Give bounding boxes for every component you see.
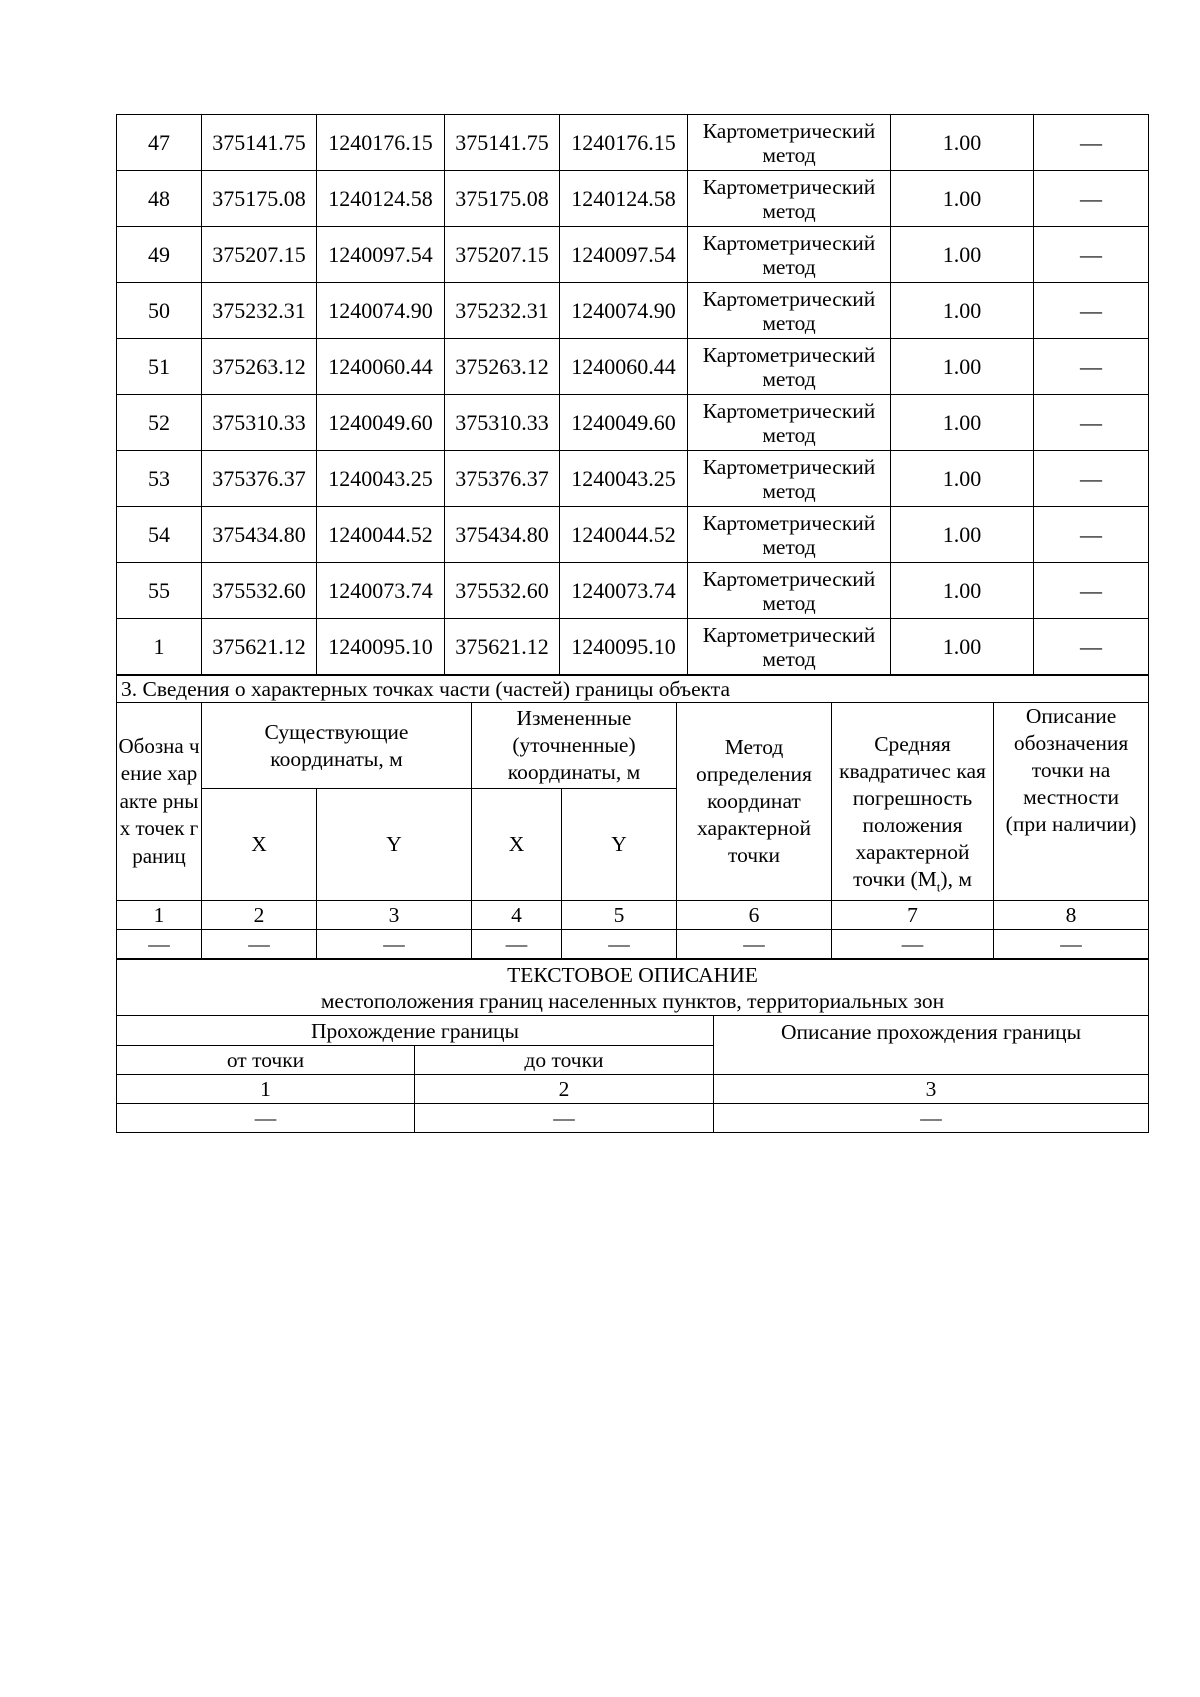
method-cell: Картометрический метод bbox=[688, 619, 891, 675]
existing-y-cell: 1240044.52 bbox=[317, 507, 445, 563]
method-cell: Картометрический метод bbox=[688, 171, 891, 227]
column-number: 1 bbox=[117, 901, 202, 930]
header-description: Описание обозначения точки на местности (при наличии) bbox=[994, 703, 1149, 901]
column-number: 1 bbox=[117, 1075, 415, 1104]
point-number-cell: 55 bbox=[117, 563, 202, 619]
description-cell: — bbox=[1034, 171, 1149, 227]
method-cell: Картометрический метод bbox=[688, 339, 891, 395]
existing-x-cell: 375141.75 bbox=[202, 115, 317, 171]
empty-cell: — bbox=[117, 930, 202, 959]
existing-x-cell: 375376.37 bbox=[202, 451, 317, 507]
empty-cell: — bbox=[832, 930, 994, 959]
changed-x-cell: 375621.12 bbox=[445, 619, 560, 675]
point-number-cell: 51 bbox=[117, 339, 202, 395]
header-accuracy-text: Средняя квадратичес кая погрешность положения характерной точки (M bbox=[839, 731, 986, 891]
column-number: 8 bbox=[994, 901, 1149, 930]
point-number-cell: 52 bbox=[117, 395, 202, 451]
existing-x-cell: 375434.80 bbox=[202, 507, 317, 563]
column-number: 2 bbox=[415, 1075, 714, 1104]
existing-y-cell: 1240176.15 bbox=[317, 115, 445, 171]
accuracy-cell: 1.00 bbox=[891, 115, 1034, 171]
changed-y-cell: 1240073.74 bbox=[560, 563, 688, 619]
accuracy-cell: 1.00 bbox=[891, 283, 1034, 339]
changed-y-cell: 1240097.54 bbox=[560, 227, 688, 283]
changed-x-cell: 375376.37 bbox=[445, 451, 560, 507]
changed-x-cell: 375532.60 bbox=[445, 563, 560, 619]
column-number: 6 bbox=[677, 901, 832, 930]
table-row bbox=[117, 283, 1149, 339]
description-cell: — bbox=[1034, 283, 1149, 339]
changed-y-cell: 1240074.90 bbox=[560, 283, 688, 339]
changed-y-cell: 1240043.25 bbox=[560, 451, 688, 507]
existing-x-cell: 375232.31 bbox=[202, 283, 317, 339]
method-cell: Картометрический метод bbox=[688, 395, 891, 451]
changed-y-cell: 1240060.44 bbox=[560, 339, 688, 395]
existing-x-cell: 375263.12 bbox=[202, 339, 317, 395]
table-row bbox=[117, 395, 1149, 451]
description-cell: — bbox=[1034, 507, 1149, 563]
header-changed-coords: Измененные (уточненные) координаты, м bbox=[472, 703, 677, 789]
changed-y-cell: 1240176.15 bbox=[560, 115, 688, 171]
existing-x-cell: 375621.12 bbox=[202, 619, 317, 675]
header-from-point: от точки bbox=[117, 1046, 415, 1075]
method-cell: Картометрический метод bbox=[688, 451, 891, 507]
changed-x-cell: 375141.75 bbox=[445, 115, 560, 171]
column-number: 2 bbox=[202, 901, 317, 930]
existing-y-cell: 1240095.10 bbox=[317, 619, 445, 675]
point-number-cell: 1 bbox=[117, 619, 202, 675]
point-number-cell: 50 bbox=[117, 283, 202, 339]
text-description-heading bbox=[117, 960, 1149, 1016]
accuracy-cell: 1.00 bbox=[891, 563, 1034, 619]
text-description-title: ТЕКСТОВОЕ ОПИСАНИЕ bbox=[507, 962, 758, 987]
header-accuracy bbox=[832, 703, 994, 901]
header-changed-x: X bbox=[472, 789, 562, 901]
existing-y-cell: 1240097.54 bbox=[317, 227, 445, 283]
header-existing-y: Y bbox=[317, 789, 472, 901]
accuracy-cell: 1.00 bbox=[891, 339, 1034, 395]
header-designation: Обозна чение характе рных точек границ bbox=[117, 703, 202, 901]
accuracy-cell: 1.00 bbox=[891, 619, 1034, 675]
column-number: 3 bbox=[317, 901, 472, 930]
table-row bbox=[117, 171, 1149, 227]
accuracy-cell: 1.00 bbox=[891, 171, 1034, 227]
empty-cell: — bbox=[117, 1104, 415, 1133]
changed-x-cell: 375310.33 bbox=[445, 395, 560, 451]
existing-y-cell: 1240074.90 bbox=[317, 283, 445, 339]
text-description-subtitle: местоположения границ населенных пунктов, территориальных зон bbox=[320, 988, 945, 1013]
changed-y-cell: 1240124.58 bbox=[560, 171, 688, 227]
accuracy-cell: 1.00 bbox=[891, 451, 1034, 507]
point-number-cell: 47 bbox=[117, 115, 202, 171]
changed-x-cell: 375207.15 bbox=[445, 227, 560, 283]
description-cell: — bbox=[1034, 395, 1149, 451]
changed-y-cell: 1240095.10 bbox=[560, 619, 688, 675]
column-number: 7 bbox=[832, 901, 994, 930]
method-cell: Картометрический метод bbox=[688, 115, 891, 171]
empty-cell: — bbox=[677, 930, 832, 959]
description-cell: — bbox=[1034, 115, 1149, 171]
table-row bbox=[117, 619, 1149, 675]
method-cell: Картометрический метод bbox=[688, 283, 891, 339]
section3-title: 3. Сведения о характерных точках части (частей) границы объекта bbox=[117, 676, 1149, 703]
accuracy-cell: 1.00 bbox=[891, 507, 1034, 563]
table-row bbox=[117, 227, 1149, 283]
empty-cell: — bbox=[472, 930, 562, 959]
point-number-cell: 49 bbox=[117, 227, 202, 283]
existing-x-cell: 375532.60 bbox=[202, 563, 317, 619]
header-passage-description: Описание прохождения границы bbox=[714, 1016, 1149, 1075]
section3-table bbox=[116, 675, 1149, 959]
point-number-cell: 54 bbox=[117, 507, 202, 563]
accuracy-cell: 1.00 bbox=[891, 395, 1034, 451]
column-number: 3 bbox=[714, 1075, 1149, 1104]
changed-x-cell: 375175.08 bbox=[445, 171, 560, 227]
table-row bbox=[117, 451, 1149, 507]
description-cell: — bbox=[1034, 619, 1149, 675]
description-cell: — bbox=[1034, 227, 1149, 283]
point-number-cell: 53 bbox=[117, 451, 202, 507]
changed-x-cell: 375263.12 bbox=[445, 339, 560, 395]
table-row bbox=[117, 563, 1149, 619]
changed-y-cell: 1240049.60 bbox=[560, 395, 688, 451]
empty-cell: — bbox=[714, 1104, 1149, 1133]
accuracy-cell: 1.00 bbox=[891, 227, 1034, 283]
header-changed-y: Y bbox=[562, 789, 677, 901]
header-to-point: до точки bbox=[415, 1046, 714, 1075]
description-cell: — bbox=[1034, 451, 1149, 507]
document-page bbox=[116, 114, 1148, 1133]
column-number: 5 bbox=[562, 901, 677, 930]
header-existing-coords: Существующие координаты, м bbox=[202, 703, 472, 789]
empty-cell: — bbox=[317, 930, 472, 959]
existing-y-cell: 1240043.25 bbox=[317, 451, 445, 507]
changed-x-cell: 375434.80 bbox=[445, 507, 560, 563]
table-row bbox=[117, 339, 1149, 395]
existing-y-cell: 1240060.44 bbox=[317, 339, 445, 395]
existing-x-cell: 375310.33 bbox=[202, 395, 317, 451]
changed-y-cell: 1240044.52 bbox=[560, 507, 688, 563]
column-number: 4 bbox=[472, 901, 562, 930]
header-passage: Прохождение границы bbox=[117, 1016, 714, 1046]
empty-cell: — bbox=[562, 930, 677, 959]
table-row bbox=[117, 507, 1149, 563]
description-cell: — bbox=[1034, 339, 1149, 395]
empty-cell: — bbox=[415, 1104, 714, 1133]
method-cell: Картометрический метод bbox=[688, 227, 891, 283]
changed-x-cell: 375232.31 bbox=[445, 283, 560, 339]
description-cell: — bbox=[1034, 563, 1149, 619]
method-cell: Картометрический метод bbox=[688, 563, 891, 619]
coordinates-table bbox=[116, 114, 1149, 675]
existing-y-cell: 1240073.74 bbox=[317, 563, 445, 619]
table-row bbox=[117, 115, 1149, 171]
existing-x-cell: 375207.15 bbox=[202, 227, 317, 283]
point-number-cell: 48 bbox=[117, 171, 202, 227]
empty-cell: — bbox=[994, 930, 1149, 959]
method-cell: Картометрический метод bbox=[688, 507, 891, 563]
existing-y-cell: 1240049.60 bbox=[317, 395, 445, 451]
text-description-table bbox=[116, 959, 1149, 1133]
header-accuracy-sub: t bbox=[936, 879, 941, 894]
header-existing-x: X bbox=[202, 789, 317, 901]
existing-y-cell: 1240124.58 bbox=[317, 171, 445, 227]
header-accuracy-unit: ), м bbox=[940, 866, 972, 891]
header-method: Метод определения координат характерной точки bbox=[677, 703, 832, 901]
existing-x-cell: 375175.08 bbox=[202, 171, 317, 227]
empty-cell: — bbox=[202, 930, 317, 959]
